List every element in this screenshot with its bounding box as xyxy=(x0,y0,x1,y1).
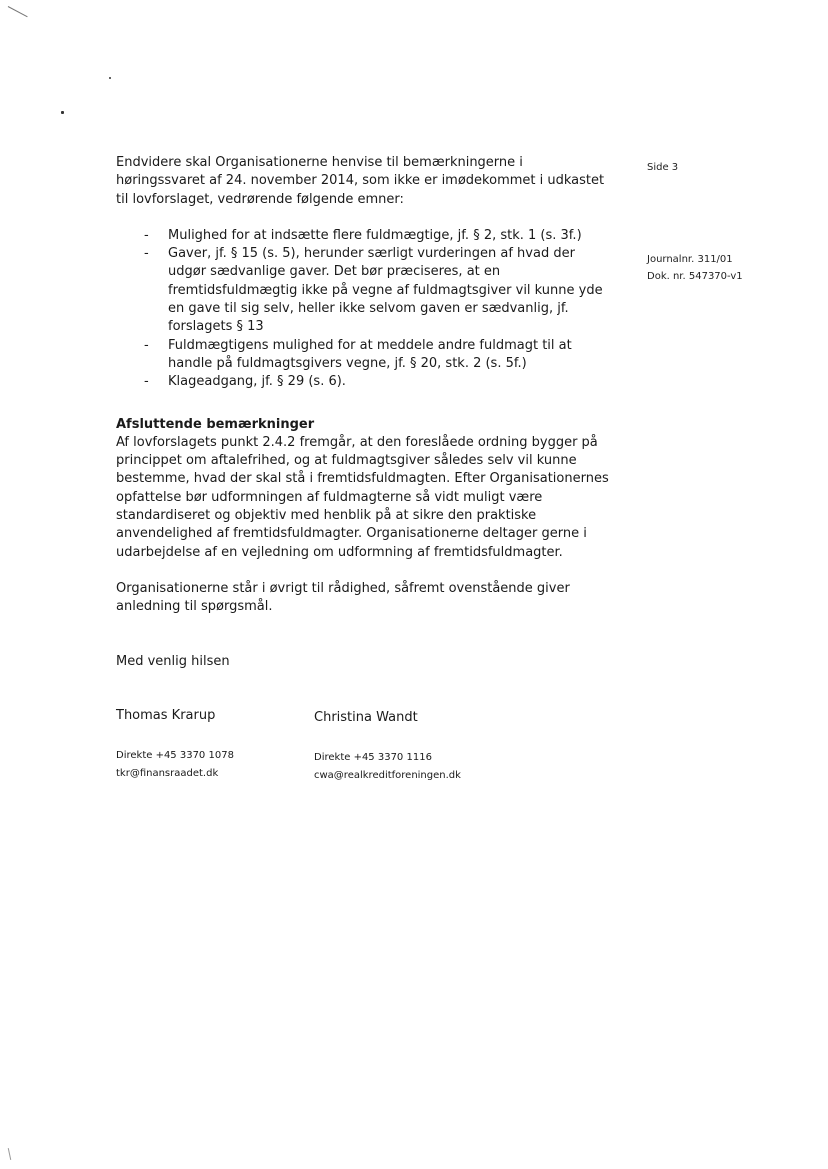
greeting: Med venlig hilsen xyxy=(116,653,230,669)
scan-artifact-dot xyxy=(61,111,64,114)
signatory-name: Thomas Krarup xyxy=(116,707,216,723)
document-sidebar xyxy=(647,159,743,285)
document-number: Dok. nr. 547370-v1 xyxy=(647,271,743,282)
journal-number: Journalnr. 311/01 xyxy=(647,254,733,265)
list-item xyxy=(116,373,616,391)
scan-artifact-line xyxy=(8,1148,11,1160)
list-item xyxy=(116,245,616,336)
signatory xyxy=(314,707,512,785)
scan-artifact-dot xyxy=(109,77,111,79)
bullet-dash: - xyxy=(144,246,149,262)
offer-paragraph: Organisationerne står i øvrigt til rådighed, såfremt ovenstående giver anledning til spørgsmål. xyxy=(116,580,570,615)
page-number: Side 3 xyxy=(647,162,679,173)
letter-body xyxy=(116,154,616,785)
list-item xyxy=(116,227,616,245)
signatory-email: cwa@realkreditforeningen.dk xyxy=(314,769,461,781)
list-item-text: Mulighed for at indsætte flere fuldmægtige, jf. § 2, stk. 1 (s. 3f.) xyxy=(168,227,582,243)
closing-paragraph: Af lovforslagets punkt 2.4.2 fremgår, at den foreslåede ordning bygger på princippet om aftalefrihed, og at fuldmagtsgiver således selv vil kunne bestemme, hvad der skal stå i fremtidsfuldmagten. Efter Organisationernes opfattelse bør udformningen af fuldmagterne så vidt muligt være standardiseret og objektiv med henblik på at sikre den praktiske anvendelighed af fremtidsfuldmagter. Organisationerne deltager gerne i udarbejdelse af en vejledning om udformning af fremtidsfuldmagter. xyxy=(116,434,609,560)
signatory-phone: Direkte +45 3370 1116 xyxy=(314,751,432,763)
bullet-dash: - xyxy=(144,227,149,243)
scan-artifact-line xyxy=(8,6,28,17)
topics-list xyxy=(116,227,616,392)
intro-paragraph: Endvidere skal Organisationerne henvise til bemærkningerne i høringssvaret af 24. november 2014, som ikke er imødekommet i udkastet til lovforslaget, vedrørende følgende emner: xyxy=(116,155,605,207)
list-item-text: Klageadgang, jf. § 29 (s. 6). xyxy=(168,374,346,390)
bullet-dash: - xyxy=(144,374,149,390)
signatory xyxy=(116,707,314,785)
bullet-dash: - xyxy=(144,337,149,353)
signature-block xyxy=(116,707,616,785)
list-item xyxy=(116,337,616,374)
list-item-text: Fuldmægtigens mulighed for at meddele andre fuldmagt til at handle på fuldmagtsgivers vegne, jf. § 20, stk. 2 (s. 5f.) xyxy=(168,337,572,371)
signatory-phone: Direkte +45 3370 1078 xyxy=(116,749,234,761)
section-heading: Afsluttende bemærkninger xyxy=(116,416,315,432)
signatory-name: Christina Wandt xyxy=(314,709,418,725)
signatory-email: tkr@finansraadet.dk xyxy=(116,767,219,779)
list-item-text: Gaver, jf. § 15 (s. 5), herunder særligt vurderingen af hvad der udgør sædvanlige gaver. Det bør præciseres, at en fremtidsfuldmægtig ikke på vegne af fuldmagtsgiver vil kunne yde en gave til sig selv, heller ikke selvom gaven er sædvanlig, jf. forslagets § 13 xyxy=(168,246,603,335)
